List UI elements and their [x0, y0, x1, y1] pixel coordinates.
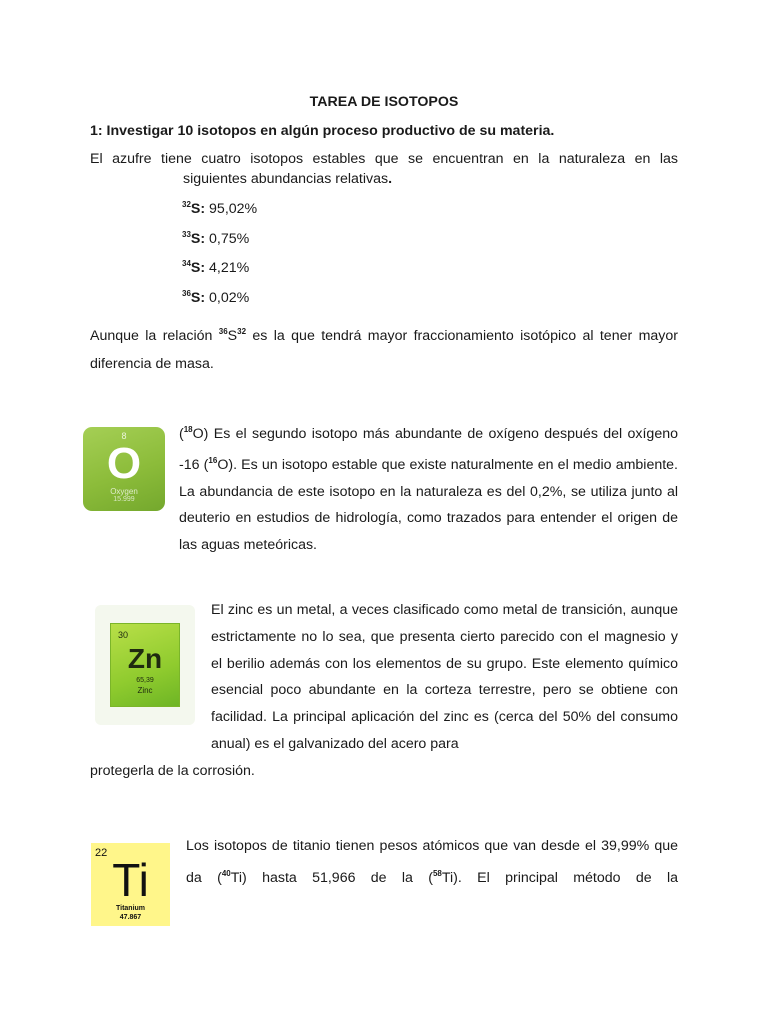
zinc-paragraph: El zinc es un metal, a veces clasificado como metal de transición, aunque estrictamente no lo sea, que presenta cierto parecido con el magnesio y el berilio además con los elementos de su grupo. Este elemento químico esencial poco abundante en la corteza terrestre, pero se obtiene con facilidad. La principal aplicación del zinc es (cerca del 50% del consumo anual) es el galvanizado del acero para: [211, 602, 678, 752]
isotope-mass: 36: [182, 289, 191, 298]
ratio-sup-32: 32: [237, 327, 247, 336]
atomic-mass: 47.867: [119, 914, 142, 921]
sulfur-intro-line2: [183, 171, 392, 187]
oxygen-element-card: [83, 427, 165, 511]
oxygen-sup-16: 16: [208, 455, 218, 465]
task-heading: 1: Investigar 10 isotopos en algún proceso productivo de su materia.: [90, 123, 555, 139]
titanium-paragraph: [186, 832, 678, 892]
element-name: Zinc: [137, 686, 153, 695]
sulfur-intro-line1: El azufre tiene cuatro isotopos estables que se encuentran en la naturaleza en las: [90, 151, 678, 167]
ratio-text-pre: Aunque la relación: [90, 328, 219, 344]
isotope-s32: [182, 200, 257, 217]
isotope-mass: 34: [182, 259, 191, 268]
titanium-sup-58: 58: [432, 869, 442, 878]
titanium-text-a: Los isotopos de titanio tienen pesos atómicos que van desde el 39,99% que da (: [186, 838, 678, 886]
isotope-value: 95,02%: [209, 201, 258, 217]
oxygen-sup-18: 18: [183, 425, 193, 434]
isotope-symbol: S:: [190, 231, 206, 247]
sulfur-intro-period: .: [388, 171, 393, 187]
titanium-text-b: Ti) hasta 51,966 de la (: [230, 870, 433, 886]
oxygen-text-open: (: [179, 426, 184, 442]
isotope-symbol: S:: [190, 260, 206, 276]
document-title: TAREA DE ISOTOPOS: [309, 94, 459, 110]
isotope-value: 0,75%: [209, 231, 250, 247]
ratio-sup-36: 36: [218, 327, 228, 336]
zinc-paragraph-end: protegerla de la corrosión.: [90, 763, 255, 779]
atomic-number: 30: [118, 630, 129, 640]
oxygen-paragraph: [179, 417, 678, 559]
element-name: Titanium: [115, 905, 146, 912]
titanium-element-card: [91, 843, 170, 926]
isotope-s33: [182, 230, 249, 247]
isotope-s34: [182, 259, 249, 276]
atomic-mass: 15.999: [113, 496, 135, 503]
ratio-text-post: es la que tendrá mayor fraccionamiento isotópico al tener mayor diferencia de masa.: [90, 328, 678, 372]
element-name: Oxygen: [110, 487, 138, 496]
isotope-s36: [182, 289, 249, 306]
zinc-element-card: [110, 623, 180, 707]
oxygen-text-a: O) Es el segundo isotopo más abundante de oxígeno después del oxígeno -16 (: [179, 426, 678, 473]
element-symbol: Ti: [112, 854, 149, 906]
titanium-sup-40: 40: [221, 869, 231, 878]
atomic-mass: 65,39: [136, 677, 154, 684]
isotope-symbol: S:: [190, 290, 206, 306]
titanium-text-c: Ti). El principal método de la: [441, 870, 678, 886]
element-symbol: Zn: [127, 643, 163, 674]
sulfur-ratio-paragraph: [90, 318, 678, 378]
oxygen-text-b: O). Es un isotopo estable que existe naturalmente en el medio ambiente. La abundancia de este isotopo en la naturaleza es del 0,2%, se utiliza junto al deuterio en estudios de hidrología, como trazados para entender el origen de las aguas meteóricas.: [179, 456, 679, 554]
sulfur-intro-text: siguientes abundancias relativas: [183, 171, 389, 187]
atomic-number: 22: [95, 847, 108, 859]
atomic-number: 8: [121, 431, 127, 441]
isotope-value: 4,21%: [209, 260, 250, 276]
isotope-mass: 32: [182, 200, 191, 209]
ratio-symbol: S: [227, 328, 238, 344]
isotope-mass: 33: [182, 230, 191, 239]
isotope-value: 0,02%: [209, 290, 250, 306]
element-symbol: O: [106, 439, 142, 488]
isotope-symbol: S:: [190, 201, 206, 217]
